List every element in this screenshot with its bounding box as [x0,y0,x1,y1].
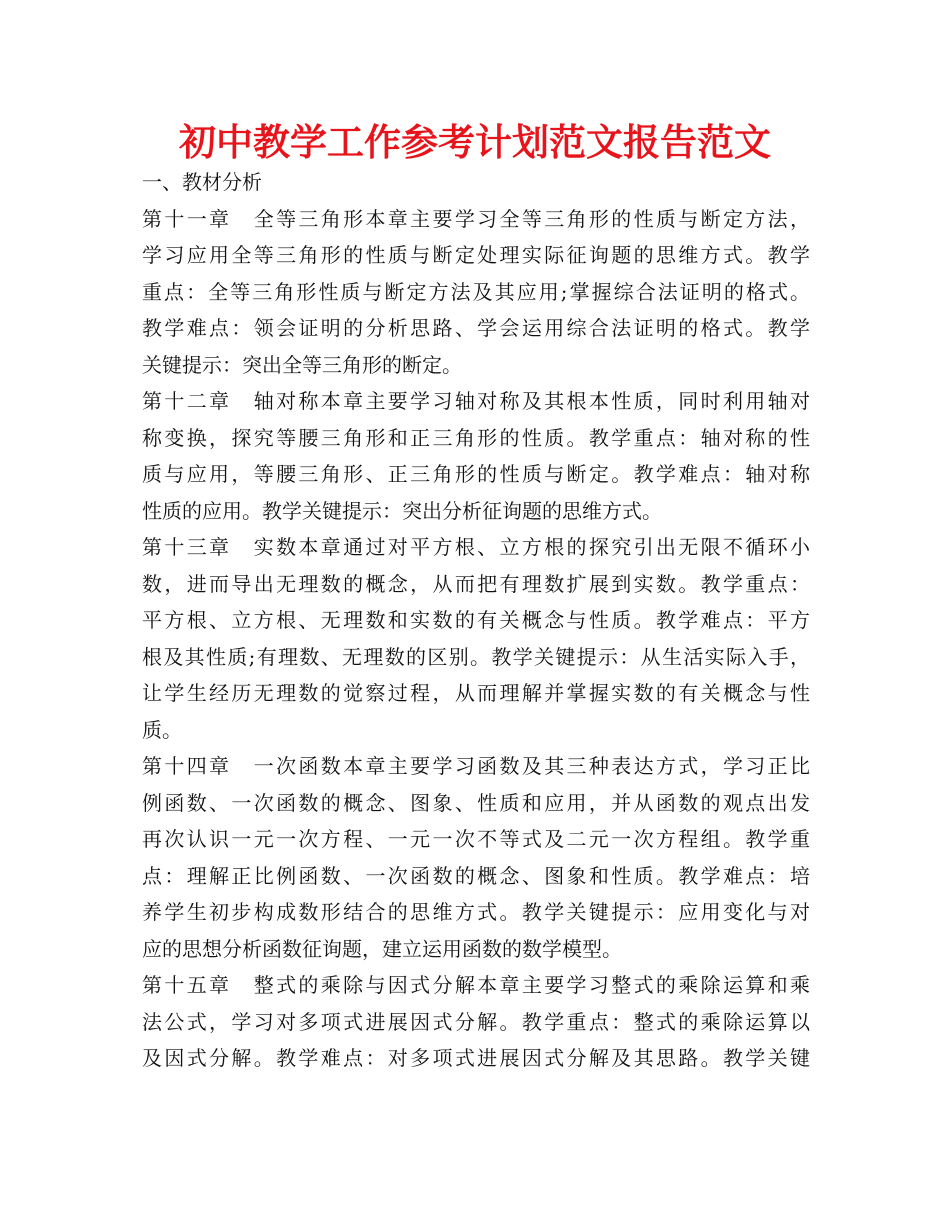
text-line: 根及其性质;有理数、无理数的区别。教学关键提示：从生活实际入手， [142,644,810,669]
text-line: 再次认识一元一次方程、一元一次不等式及二元一次方程组。教学重 [142,827,810,851]
text-line: 性质的应用。教学关键提示：突出分析征询题的思维方式。 [142,498,662,523]
text-line: 让学生经历无理数的觉察过程，从而理解并掌握实数的有关概念与性 [142,681,810,705]
text-line: 教学难点：领会证明的分析思路、学会运用综合法证明的格式。教学 [142,316,810,340]
text-line: 关键提示：突出全等三角形的断定。 [142,352,462,377]
text-line: 第十三章 实数本章通过对平方根、立方根的探究引出无限不循环小 [142,535,810,559]
text-line: 一、教材分析 [142,170,262,194]
text-line: 第十五章 整式的乘除与因式分解本章主要学习整式的乘除运算和乘 [142,973,810,997]
text-line: 平方根、立方根、无理数和实数的有关概念与性质。教学难点：平方 [142,608,810,632]
text-line: 重点：全等三角形性质与断定方法及其应用;掌握综合法证明的格式。 [142,279,810,304]
text-line: 第十二章 轴对称本章主要学习轴对称及其根本性质，同时利用轴对 [142,389,810,413]
text-line: 法公式，学习对多项式进展因式分解。教学重点：整式的乘除运算以 [142,1009,810,1034]
text-line: 质与应用，等腰三角形、正三角形的性质与断定。教学难点：轴对称 [142,462,810,486]
text-line: 及因式分解。教学难点：对多项式进展因式分解及其思路。教学关键 [142,1046,810,1070]
text-line: 点：理解正比例函数、一次函数的概念、图象和性质。教学难点：培 [142,863,810,888]
text-line: 称变换，探究等腰三角形和正三角形的性质。教学重点：轴对称的性 [142,425,810,450]
document-body [142,164,810,1077]
text-line: 第十一章 全等三角形本章主要学习全等三角形的性质与断定方法， [142,206,810,231]
document-title: 初中教学工作参考计划范文报告范文 [179,121,771,164]
text-line: 数，进而导出无理数的概念，从而把有理数扩展到实数。教学重点： [142,571,810,596]
text-line: 学习应用全等三角形的性质与断定处理实际征询题的思维方式。教学 [142,243,810,267]
text-line: 质。 [142,717,182,742]
text-line: 例函数、一次函数的概念、图象、性质和应用，并从函数的观点出发 [142,790,810,815]
text-line: 第十四章 一次函数本章主要学习函数及其三种表达方式，学习正比 [142,754,810,778]
text-line: 应的思想分析函数征询题，建立运用函数的数学模型。 [142,936,622,961]
text-line: 养学生初步构成数形结合的思维方式。教学关键提示：应用变化与对 [142,900,810,924]
